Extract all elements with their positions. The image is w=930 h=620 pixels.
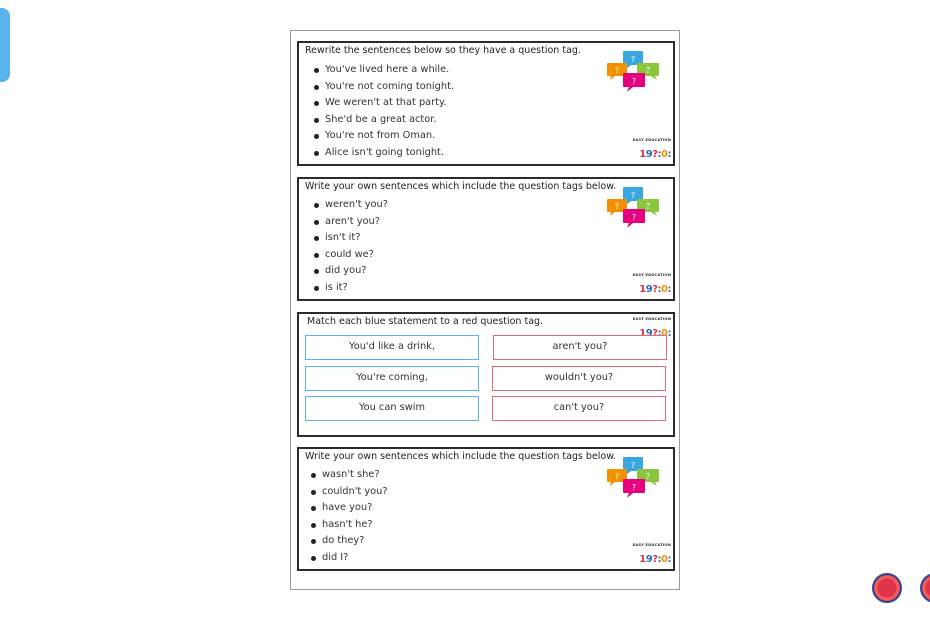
list-item: She'd be a great actor. (313, 112, 454, 129)
card-title: Write your own sentences which include the question tags below. (305, 181, 617, 192)
list-item: did you? (313, 263, 388, 280)
bullet-icon (311, 490, 316, 495)
card-title: Match each blue statement to a red question tag. (307, 316, 544, 327)
bullet-icon (314, 286, 319, 291)
list-item: couldn't you? (310, 484, 388, 501)
easy-education-logo: EASY EDUCATION 19?:0: (632, 137, 671, 160)
list-item: is it? (313, 280, 388, 297)
bullet-icon (311, 556, 316, 561)
list-item: have you? (310, 500, 388, 517)
blue-statement: You'd like a drink, (305, 335, 479, 360)
easy-education-logo: EASY EDUCATION 19?:0: (632, 272, 671, 295)
bullet-icon (314, 85, 319, 90)
svg-text:?: ? (631, 213, 637, 222)
bullet-icon (314, 203, 319, 208)
worksheet-page (290, 30, 680, 590)
speech-bubbles-icon (607, 185, 665, 229)
card-title: Write your own sentences which include the question tags below. (305, 451, 617, 462)
bullet-icon (314, 236, 319, 241)
svg-text:?: ? (631, 483, 637, 492)
svg-text:?: ? (614, 66, 620, 75)
blue-statement: You're coming, (305, 366, 479, 391)
bullet-icon (314, 101, 319, 106)
svg-text:?: ? (630, 55, 636, 64)
svg-text:?: ? (631, 77, 637, 86)
svg-text:?: ? (630, 191, 636, 200)
list-item: did I? (310, 550, 388, 567)
bullet-icon (314, 220, 319, 225)
brand-badge-icon[interactable] (920, 573, 930, 603)
bullet-icon (311, 523, 316, 528)
card-title: Rewrite the sentences below so they have a question tag. (305, 45, 581, 56)
task-card-4 (297, 447, 675, 571)
blue-statement: You can swim (305, 396, 479, 421)
list-item: hasn't he? (310, 517, 388, 534)
task-card-1 (297, 41, 675, 166)
bullet-icon (314, 253, 319, 258)
task-card-3 (297, 312, 675, 437)
task-card-2 (297, 177, 675, 301)
list-item: weren't you? (313, 197, 388, 214)
bullet-icon (314, 269, 319, 274)
speech-bubbles-icon (607, 455, 665, 499)
svg-text:?: ? (645, 66, 651, 75)
left-edge-decoration (0, 8, 10, 82)
svg-text:?: ? (614, 202, 620, 211)
bullet-icon (311, 539, 316, 544)
list-item: You're not from Oman. (313, 128, 454, 145)
bullet-list (310, 467, 388, 567)
brand-badge-icon[interactable] (872, 573, 902, 603)
list-item: You've lived here a while. (313, 62, 454, 79)
easy-education-logo: EASY EDUCATION 19?:0: (632, 316, 671, 339)
red-question-tag: can't you? (492, 396, 666, 421)
svg-text:?: ? (645, 472, 651, 481)
bullet-list (313, 62, 454, 162)
bullet-icon (314, 118, 319, 123)
bullet-icon (311, 473, 316, 478)
svg-text:?: ? (645, 202, 651, 211)
list-item: wasn't she? (310, 467, 388, 484)
list-item: Alice isn't going tonight. (313, 145, 454, 162)
bullet-list (313, 197, 388, 297)
list-item: isn't it? (313, 230, 388, 247)
list-item: We weren't at that party. (313, 95, 454, 112)
bullet-icon (311, 506, 316, 511)
list-item: aren't you? (313, 214, 388, 231)
bullet-icon (314, 151, 319, 156)
svg-text:?: ? (614, 472, 620, 481)
easy-education-logo: EASY EDUCATION 19?:0: (632, 542, 671, 565)
svg-text:?: ? (630, 461, 636, 470)
red-question-tag: wouldn't you? (492, 366, 666, 391)
red-question-tag: aren't you? (493, 335, 667, 360)
speech-bubbles-icon (607, 49, 665, 93)
bullet-icon (314, 68, 319, 73)
list-item: You're not coming tonight. (313, 79, 454, 96)
list-item: do they? (310, 533, 388, 550)
list-item: could we? (313, 247, 388, 264)
bullet-icon (314, 134, 319, 139)
